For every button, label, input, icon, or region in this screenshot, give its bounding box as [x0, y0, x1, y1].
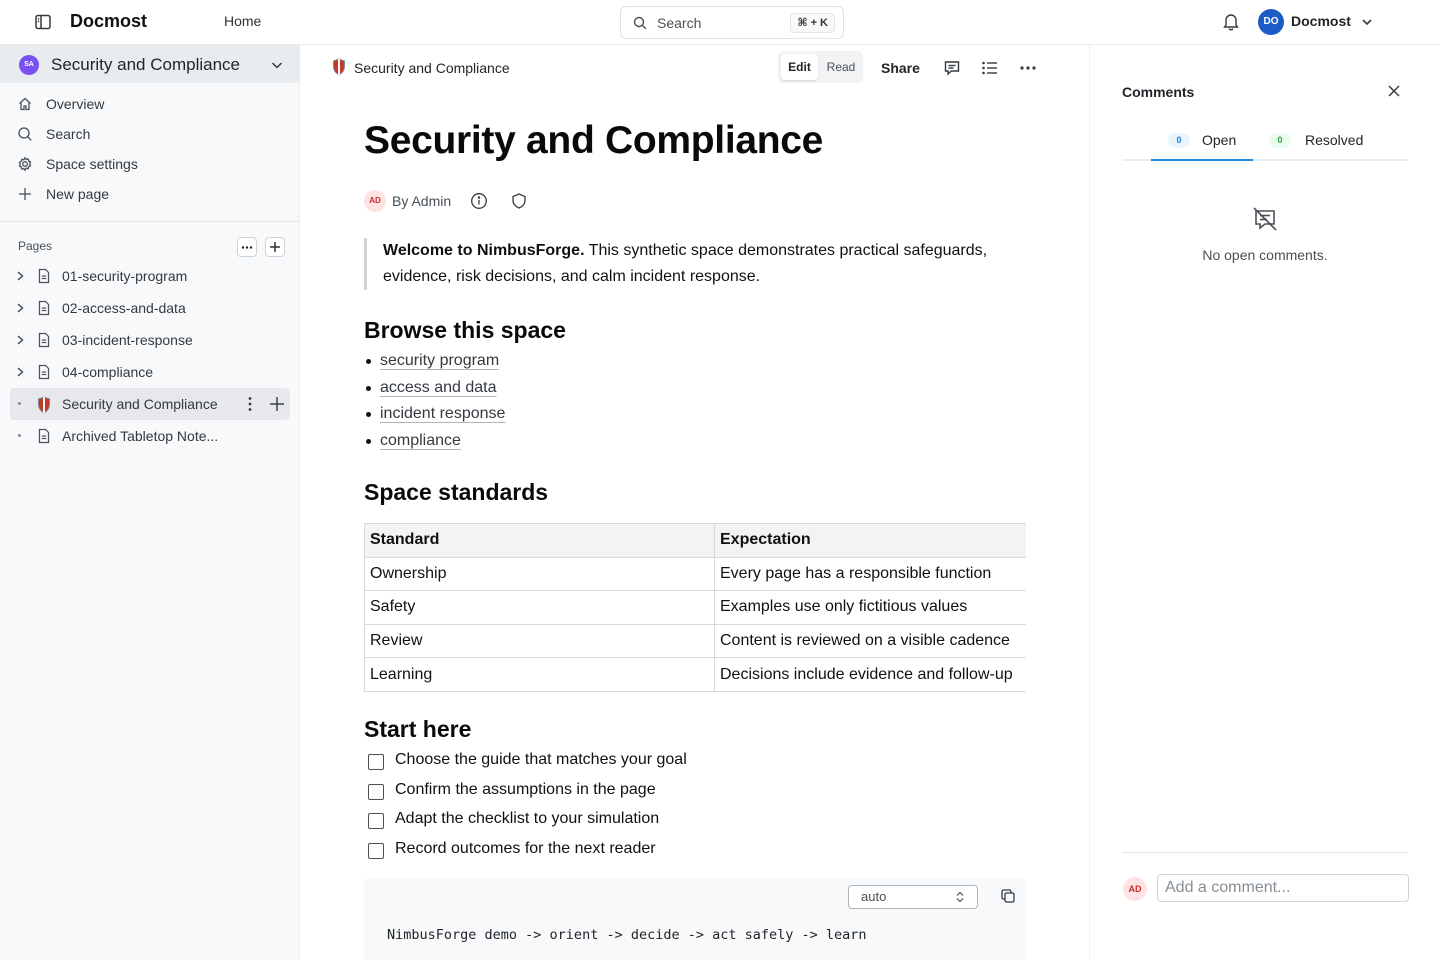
- author-byline: By Admin: [392, 193, 452, 209]
- shield-emoji-icon: [332, 57, 346, 77]
- tab-label: Resolved: [1305, 132, 1364, 148]
- page-tree-item[interactable]: [10, 324, 290, 356]
- quote-bold: Welcome to NimbusForge.: [383, 242, 585, 259]
- space-avatar: SA: [19, 55, 39, 75]
- page-tree-label: 01-security-program: [62, 268, 188, 284]
- code-language-select[interactable]: [848, 885, 978, 909]
- space-links-list: [364, 350, 764, 456]
- chevron-down-icon[interactable]: [1361, 16, 1373, 28]
- kebab-menu-icon[interactable]: [242, 394, 258, 414]
- sidebar-item-label: Search: [46, 126, 91, 142]
- bell-icon[interactable]: [1222, 12, 1240, 31]
- leaf-dot: [18, 434, 21, 437]
- search-label: Search: [657, 15, 702, 31]
- page-tree-item[interactable]: [10, 420, 290, 452]
- task-item: [364, 778, 864, 808]
- page-icon: [37, 364, 51, 380]
- shield-check-icon[interactable]: [510, 192, 528, 210]
- sidebar-item-search[interactable]: [0, 119, 300, 149]
- search-icon: [633, 16, 647, 30]
- table-of-contents-icon[interactable]: [981, 59, 999, 77]
- table-cell[interactable]: Ownership: [365, 557, 715, 591]
- edit-mode-button[interactable]: Edit: [781, 54, 818, 80]
- comment-input[interactable]: [1157, 874, 1409, 902]
- add-page-button[interactable]: [265, 237, 285, 257]
- task-checkbox[interactable]: [368, 754, 384, 770]
- more-icon[interactable]: [1018, 59, 1038, 77]
- page-tree-label: Security and Compliance: [62, 396, 218, 412]
- sidebar-item-overview[interactable]: [0, 89, 300, 119]
- task-checkbox[interactable]: [368, 813, 384, 829]
- list-item: [364, 430, 764, 457]
- page-tree: [0, 260, 300, 452]
- table-header-cell[interactable]: Standard: [365, 524, 715, 558]
- editor-main: [300, 45, 1090, 960]
- top-header: [0, 0, 1440, 45]
- page-icon: [37, 332, 51, 348]
- leaf-dot: [18, 402, 21, 405]
- chevron-up-down-icon: [955, 891, 965, 903]
- page-tree-label: 04-compliance: [62, 364, 154, 380]
- empty-comments-text: No open comments.: [1202, 247, 1328, 263]
- page-icon: [37, 300, 51, 316]
- sidebar-item-space-settings[interactable]: [0, 149, 300, 179]
- pages-menu-button[interactable]: [237, 237, 257, 257]
- table-cell[interactable]: Decisions include evidence and follow-up: [715, 658, 1027, 692]
- space-link[interactable]: access and data: [380, 378, 497, 396]
- comments-tabs: [1122, 121, 1408, 161]
- comment-off-icon: [1251, 205, 1279, 233]
- comment-icon[interactable]: [943, 59, 961, 77]
- share-button[interactable]: Share: [881, 60, 920, 76]
- copy-icon[interactable]: [1000, 888, 1016, 904]
- home-link[interactable]: Home: [224, 13, 262, 29]
- page-tree-label: Archived Tabletop Note...: [62, 428, 219, 444]
- table-row: [365, 591, 1027, 625]
- tab-label: Open: [1202, 132, 1237, 148]
- comments-divider: [1122, 852, 1408, 853]
- bullet-dot: [366, 386, 371, 391]
- space-switcher[interactable]: [0, 45, 300, 83]
- chevron-right-icon[interactable]: [14, 333, 26, 347]
- search-button[interactable]: [620, 6, 844, 39]
- table-header-cell[interactable]: Expectation: [715, 524, 1027, 558]
- tab-open[interactable]: [1151, 121, 1253, 161]
- sidebar: [0, 45, 300, 960]
- task-item: [364, 837, 864, 867]
- edit-read-toggle: [778, 51, 863, 83]
- page-tree-item[interactable]: [10, 292, 290, 324]
- bullet-dot: [366, 412, 371, 417]
- task-label: Adapt the checklist to your simulation: [395, 810, 660, 827]
- space-link[interactable]: incident response: [380, 405, 506, 422]
- list-item: [364, 403, 764, 430]
- sidebar-toggle-icon[interactable]: [33, 12, 53, 32]
- open-count-badge: 0: [1168, 133, 1190, 148]
- table-row: [365, 624, 1027, 658]
- tab-resolved[interactable]: [1269, 121, 1379, 161]
- table-cell[interactable]: Examples use only fictitious values: [715, 591, 1027, 625]
- sidebar-item-label: Overview: [46, 96, 105, 112]
- comments-panel: [1090, 45, 1440, 960]
- info-icon[interactable]: [470, 192, 488, 210]
- browse-heading: Browse this space: [364, 317, 566, 343]
- page-tree-label: 02-access-and-data: [62, 300, 186, 316]
- bullet-dot: [366, 439, 371, 444]
- user-menu-name[interactable]: Docmost: [1291, 13, 1351, 29]
- task-label: Record outcomes for the next reader: [395, 839, 656, 857]
- read-mode-button[interactable]: Read: [826, 60, 856, 74]
- author-avatar: AD: [364, 190, 386, 212]
- bullet-dot: [366, 359, 371, 364]
- table-cell[interactable]: Every page has a responsible function: [715, 557, 1027, 591]
- table-cell[interactable]: Learning: [365, 658, 715, 692]
- task-label: Confirm the assumptions in the page: [395, 780, 656, 798]
- page-title[interactable]: Security and Compliance: [364, 119, 824, 162]
- code-block: [364, 878, 1026, 960]
- intro-blockquote: [364, 238, 1026, 290]
- task-checkbox[interactable]: [368, 784, 384, 800]
- page-icon: [37, 268, 51, 284]
- table-cell[interactable]: Safety: [365, 591, 715, 625]
- sidebar-divider: [0, 221, 300, 222]
- chevron-right-icon[interactable]: [14, 365, 26, 379]
- gear-icon: [17, 156, 33, 172]
- table-row: [365, 557, 1027, 591]
- search-shortcut: ⌘ + K: [790, 13, 835, 33]
- task-checkbox[interactable]: [368, 843, 384, 859]
- chevron-right-icon[interactable]: [14, 301, 26, 315]
- page-tree-item[interactable]: [10, 260, 290, 292]
- chevron-down-icon: [270, 58, 284, 72]
- search-icon: [17, 126, 33, 142]
- shield-emoji-icon: [37, 396, 51, 414]
- page-tree-item-active[interactable]: [10, 388, 290, 420]
- chevron-right-icon[interactable]: [14, 269, 26, 283]
- breadcrumb[interactable]: Security and Compliance: [354, 60, 510, 76]
- space-nav: [0, 89, 300, 209]
- space-name: Security and Compliance: [51, 55, 240, 74]
- task-list: [364, 748, 864, 866]
- table-header-row: [365, 524, 1027, 558]
- page-icon: [37, 428, 51, 444]
- table-row: [365, 658, 1027, 692]
- table-cell[interactable]: Review: [365, 624, 715, 658]
- plus-icon: [17, 186, 33, 202]
- task-item: [364, 748, 864, 778]
- space-link[interactable]: security program: [380, 352, 500, 369]
- page-tree-label: 03-incident-response: [62, 332, 193, 348]
- app-logo[interactable]: Docmost: [70, 11, 148, 31]
- standards-table: [364, 523, 1026, 692]
- code-language-value: auto: [861, 889, 887, 904]
- sidebar-item-new-page[interactable]: [0, 179, 300, 209]
- sidebar-item-label: New page: [46, 186, 110, 202]
- home-icon: [17, 96, 33, 112]
- resolved-count-badge: 0: [1269, 133, 1291, 148]
- standards-heading: Space standards: [364, 479, 549, 505]
- page-tree-item[interactable]: [10, 356, 290, 388]
- user-avatar[interactable]: DO: [1258, 9, 1284, 35]
- table-cell[interactable]: Content is reviewed on a visible cadence: [715, 624, 1027, 658]
- add-subpage-icon[interactable]: [267, 394, 287, 414]
- comments-title: Comments: [1122, 84, 1195, 100]
- list-item: [364, 350, 764, 377]
- task-item: [364, 807, 864, 837]
- code-content[interactable]: NimbusForge demo -> orient -> decide -> act safely -> learn: [387, 927, 867, 943]
- quote-text: This synthetic space demonstrates practical safeguards, evidence, risk decisions, and calm incident response.: [383, 242, 988, 285]
- sidebar-item-label: Space settings: [46, 156, 138, 172]
- list-item: [364, 377, 764, 404]
- start-heading: Start here: [364, 716, 472, 742]
- pages-section-label: Pages: [18, 239, 53, 253]
- close-icon[interactable]: [1386, 83, 1402, 99]
- task-label: Choose the guide that matches your goal: [395, 751, 687, 768]
- commenter-avatar: AD: [1123, 877, 1147, 901]
- space-link[interactable]: compliance: [380, 431, 461, 449]
